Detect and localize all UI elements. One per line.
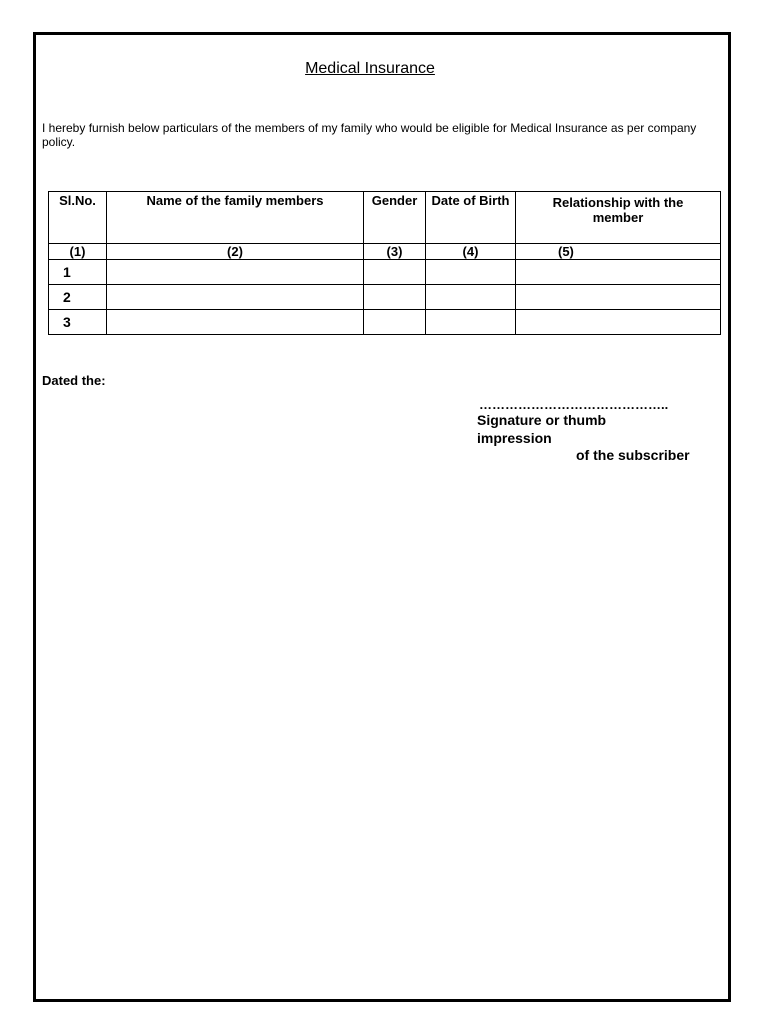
header-relationship-text: Relationship with the member [552, 195, 684, 225]
dated-label: Dated the: [42, 373, 106, 388]
signature-label-line1: Signature or thumb [477, 412, 607, 428]
signature-label-line3: of the subscriber [576, 447, 690, 463]
page-border [33, 32, 731, 1002]
row-sl-no: 1 [49, 260, 107, 285]
column-number-row [49, 244, 721, 260]
table-row [49, 310, 721, 335]
row-dob-cell[interactable] [426, 285, 516, 310]
column-number: (5) [516, 244, 721, 260]
header-sl-no: Sl.No. [49, 192, 107, 244]
intro-paragraph: I hereby furnish below particulars of the members of my family who would be eligible for Medical Insurance as per company policy. [42, 121, 697, 149]
row-name-cell[interactable] [107, 310, 364, 335]
header-dob: Date of Birth [426, 192, 516, 244]
row-dob-cell[interactable] [426, 310, 516, 335]
row-gender-cell[interactable] [364, 310, 426, 335]
row-sl-no: 3 [49, 310, 107, 335]
column-number: (2) [107, 244, 364, 260]
signature-dotted-line: …………………………………….. [479, 397, 669, 412]
row-gender-cell[interactable] [364, 285, 426, 310]
column-number: (4) [426, 244, 516, 260]
row-name-cell[interactable] [107, 285, 364, 310]
table-header-row [49, 192, 721, 244]
header-name: Name of the family members [107, 192, 364, 244]
row-relationship-cell[interactable] [516, 310, 721, 335]
signature-label-line2: impression [477, 430, 552, 446]
row-name-cell[interactable] [107, 260, 364, 285]
header-relationship [516, 192, 721, 244]
table-row [49, 285, 721, 310]
column-number: (1) [49, 244, 107, 260]
column-number: (3) [364, 244, 426, 260]
document-title: Medical Insurance [305, 60, 435, 77]
row-sl-no: 2 [49, 285, 107, 310]
row-dob-cell[interactable] [426, 260, 516, 285]
row-gender-cell[interactable] [364, 260, 426, 285]
family-members-table [48, 191, 721, 335]
row-relationship-cell[interactable] [516, 260, 721, 285]
row-relationship-cell[interactable] [516, 285, 721, 310]
header-gender: Gender [364, 192, 426, 244]
table-row [49, 260, 721, 285]
